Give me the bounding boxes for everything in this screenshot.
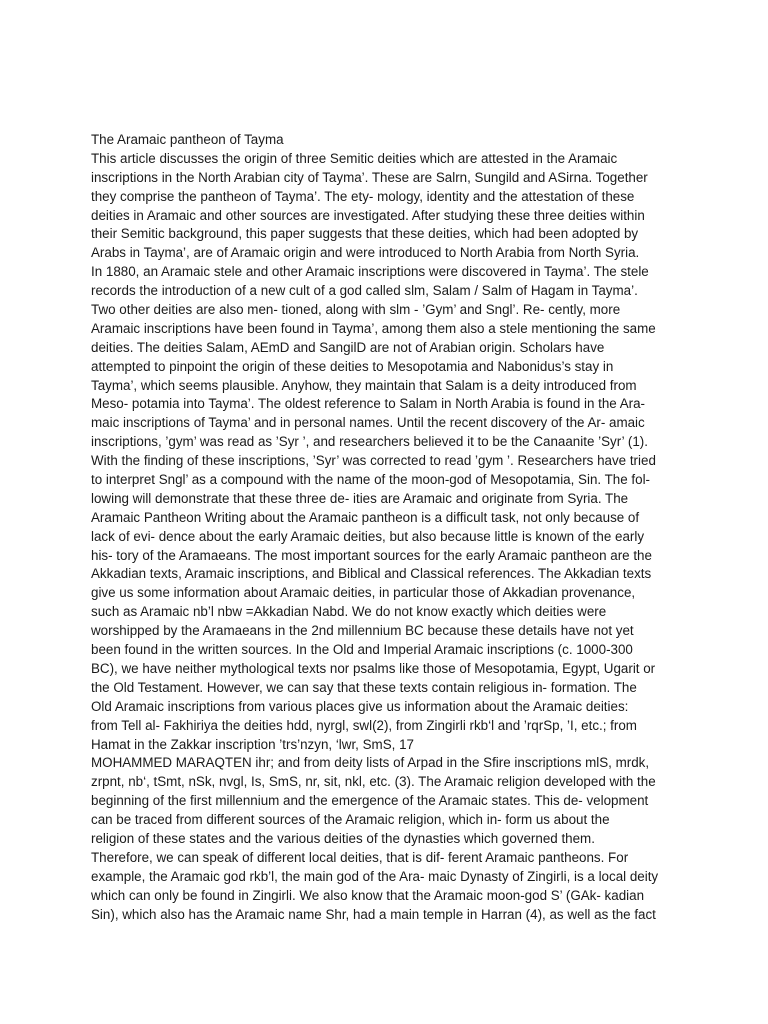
text-line: BC), we have neither mythological texts nor psalms like those of Mesopotamia, Egypt, Ugarit or <box>91 660 656 676</box>
text-line: Hamat in the Zakkar inscription ’trs’nzyn, ‘lwr, SmS, 17 <box>91 736 414 752</box>
text-line: from Tell al- Fakhiriya the deities hdd, nyrgl, swl(2), from Zingirli rkb‘l and ’rqrSp, ’I, etc.; from <box>91 717 637 733</box>
text-line: Akkadian texts, Aramaic inscriptions, and Biblical and Classical references. The Akkadian texts <box>91 566 652 582</box>
text-line: been found in the written sources. In the Old and Imperial Aramaic inscriptions (c. 1000-300 <box>91 642 633 658</box>
text-line: Sin), which also has the Aramaic name Shr, had a main temple in Harran (4), as well as the fact <box>91 906 656 922</box>
text-line: give us some information about Aramaic deities, in particular those of Akkadian provenance, <box>91 585 636 601</box>
text-line: beginning of the first millennium and the emergence of the Aramaic states. This de- velopment <box>91 793 649 809</box>
text-line: MOHAMMED MARAQTEN ihr; and from deity lists of Arpad in the Sfire inscriptions mlS, mrdk, <box>91 755 650 771</box>
text-line: lowing will demonstrate that these three de- ities are Aramaic and originate from Syria. The <box>91 490 629 506</box>
text-line: lack of evi- dence about the early Aramaic deities, but also because little is known of the early <box>91 528 645 544</box>
document-page <box>91 131 691 924</box>
text-line: to interpret Sngl’ as a compound with the name of the moon-god of Mesopotamia, Sin. The fol- <box>91 472 650 488</box>
text-line: inscriptions in the North Arabian city of Tayma’. These are Salrn, Sungild and ASirna. Together <box>91 169 648 185</box>
text-line: deities. The deities Salam, AEmD and SangilD are not of Arabian origin. Scholars have <box>91 339 605 355</box>
text-line: With the finding of these inscriptions, ’Syr’ was corrected to read ’gym ’. Researchers have tried <box>91 453 656 469</box>
text-line: Tayma’, which seems plausible. Anyhow, they maintain that Salam is a deity introduced from <box>91 377 637 393</box>
text-line: example, the Aramaic god rkb’l, the main god of the Ara- maic Dynasty of Zingirli, is a local deity <box>91 868 659 884</box>
text-line: Therefore, we can speak of different local deities, that is dif- ferent Aramaic pantheons. For <box>91 849 629 865</box>
text-line: worshipped by the Aramaeans in the 2nd millennium BC because these details have not yet <box>91 623 634 639</box>
text-line: their Semitic background, this paper suggests that these deities, which had been adopted by <box>91 226 639 242</box>
text-line: maic inscriptions of Tayma’ and in personal names. Until the recent discovery of the Ar- amaic <box>91 415 645 431</box>
text-line: zrpnt, nb‘, tSmt, nSk, nvgl, Is, SmS, nr, sit, nkl, etc. (3). The Aramaic religion developed with the <box>91 774 656 790</box>
text-line: the Old Testament. However, we can say that these texts contain religious in- formation. The <box>91 679 637 695</box>
text-line: such as Aramaic nb’l nbw =Akkadian Nabd. We do not know exactly which deities were <box>91 604 607 620</box>
text-line: they comprise the pantheon of Tayma’. The ety- mology, identity and the attestation of these <box>91 188 635 204</box>
document-title: The Aramaic pantheon of Tayma <box>91 132 284 147</box>
text-line: In 1880, an Aramaic stele and other Aramaic inscriptions were discovered in Tayma’. The stele <box>91 264 649 280</box>
text-line: which can only be found in Zingirli. We also know that the Aramaic moon-god S’ (GAk- kadian <box>91 887 645 903</box>
text-line: This article discusses the origin of three Semitic deities which are attested in the Aramaic <box>91 150 618 166</box>
text-line: Old Aramaic inscriptions from various places give us information about the Aramaic deities: <box>91 698 629 714</box>
text-line: records the introduction of a new cult of a god called slm, Salam / Salm of Hagam in Tayma’. <box>91 283 638 299</box>
text-line: Arabs in Tayma’, are of Aramaic origin and were introduced to North Arabia from North Syria. <box>91 245 640 261</box>
text-line: religion of these states and the various deities of the dynasties which governed them. <box>91 830 595 846</box>
text-line: Aramaic inscriptions have been found in Tayma’, among them also a stele mentioning the same <box>91 320 656 336</box>
text-line: attempted to pinpoint the origin of these deities to Mesopotamia and Nabonidus’s stay in <box>91 358 614 374</box>
text-line: deities in Aramaic and other sources are investigated. After studying these three deities within <box>91 207 645 223</box>
text-line: Aramaic Pantheon Writing about the Aramaic pantheon is a difficult task, not only because of <box>91 509 640 525</box>
text-line: can be traced from different sources of the Aramaic religion, which in- form us about the <box>91 812 610 828</box>
text-line: his- tory of the Aramaeans. The most important sources for the early Aramaic pantheon are the <box>91 547 652 563</box>
text-line: Meso- potamia into Tayma’. The oldest reference to Salam in North Arabia is found in the Ara- <box>91 396 646 412</box>
text-line: inscriptions, ’gym’ was read as ’Syr ’, and researchers believed it to be the Canaanite ’Syr’ (1). <box>91 434 648 450</box>
text-line: Two other deities are also men- tioned, along with slm - ’Gym’ and Sngl’. Re- cently, more <box>91 302 621 318</box>
